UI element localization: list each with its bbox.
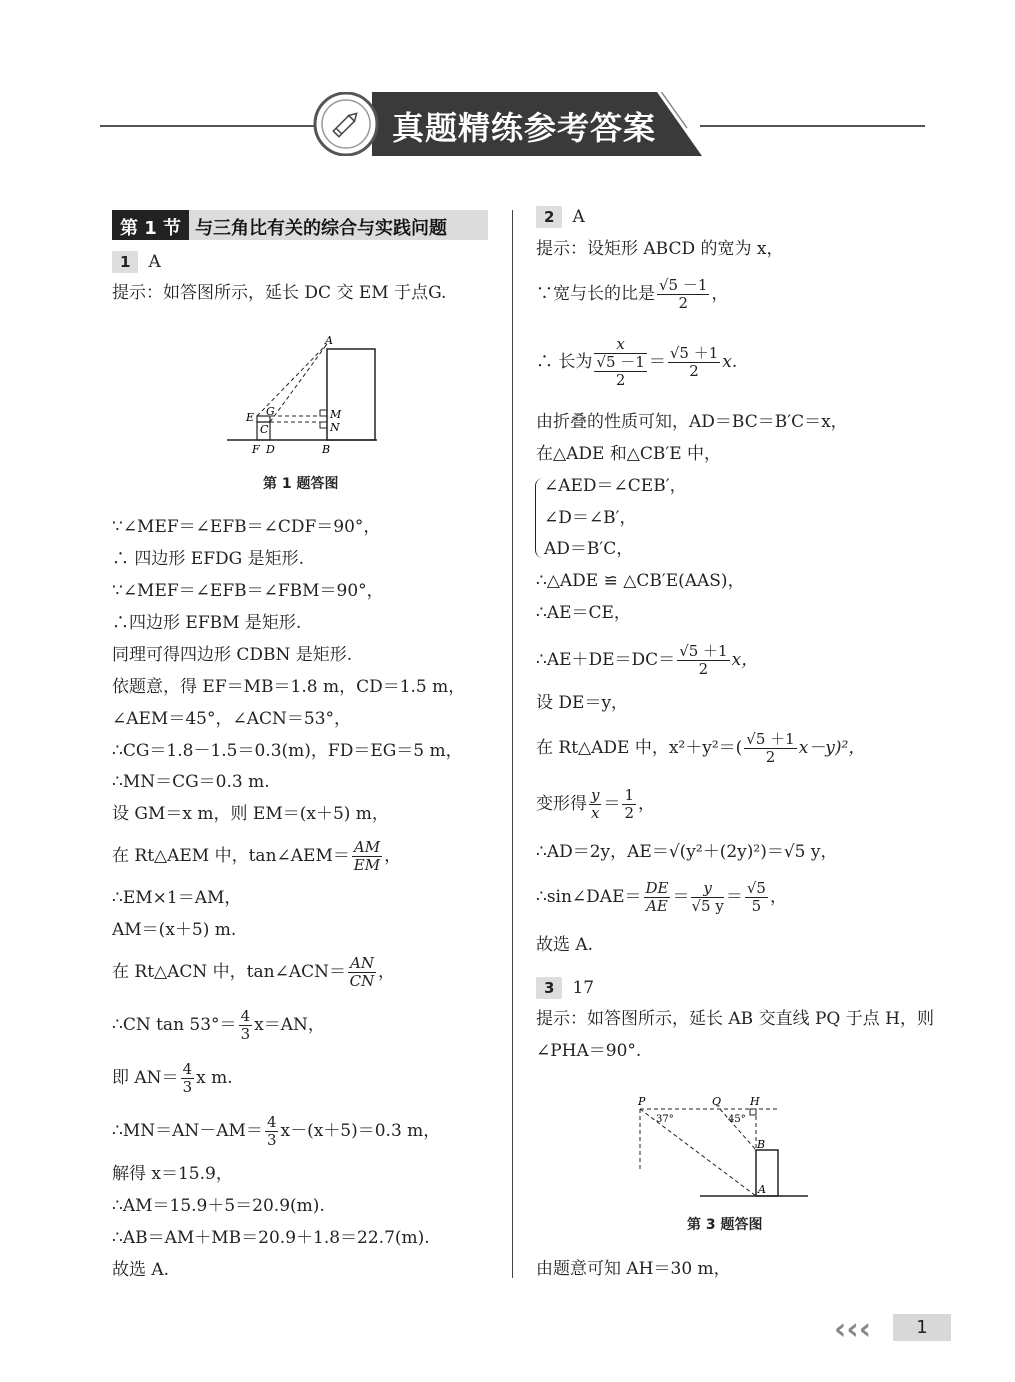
q3-fig-label-q: Q	[712, 1095, 722, 1108]
q1-answer: A	[148, 252, 161, 272]
q1-fig-label-m: M	[330, 408, 342, 421]
q2-answer: A	[572, 207, 585, 227]
q1-line-3: ∵∠MEF＝∠EFB＝∠FBM＝90°，	[112, 581, 384, 601]
q1-fig-label-f: F	[252, 443, 260, 456]
q2-line-6: ∴△ADE ≌ △CB′E(AAS)，	[536, 571, 745, 591]
q1-line-21: 故选 A.	[112, 1260, 170, 1280]
banner-rule-left	[100, 125, 315, 127]
q2-line-11: 变形得 $\frac{y}{x}$ ＝ $\frac{1}{2}$ ，	[536, 786, 656, 822]
q2-line-13: ∴sin∠DAE＝ $\frac{DE}{AE}$ ＝ $\frac{y}{√5 y}$ ＝ $\frac{√5}{5}$ ，	[536, 879, 787, 915]
column-divider	[512, 210, 513, 1278]
q1-line-19: ∴AM＝15.9＋5＝20.9(m).	[112, 1196, 325, 1216]
q1-line-7: ∠AEM＝45°，∠ACN＝53°，	[112, 709, 352, 729]
q3-number: 3	[536, 977, 562, 999]
q1-line-20: ∴AB＝AM＋MB＝20.9＋1.8＝22.7(m).	[112, 1228, 430, 1248]
q1-line-17: ∴MN＝AN－AM＝ $\frac{4}{3}$ x－(x＋5)＝0.3 m，	[112, 1113, 441, 1149]
q2-header	[536, 206, 585, 228]
q3-fig-label-p: P	[638, 1095, 646, 1108]
q1-fig-label-d: D	[266, 443, 275, 456]
q2-line-7: ∴AE＝CE，	[536, 603, 631, 623]
q2-number: 2	[536, 206, 562, 228]
q1-line-15: ∴CN tan 53°＝ $\frac{4}{3}$ x＝AN，	[112, 1007, 325, 1043]
q2-line-5: 在△ADE 和△CB′E 中，	[536, 444, 722, 464]
q1-line-5: 同理可得四边形 CDBN 是矩形.	[112, 645, 353, 665]
q3-fig-label-h: H	[750, 1095, 760, 1108]
q1-line-14: 在 Rt△ACN 中，tan∠ACN＝ $\frac{AN}{CN}$ ，	[112, 954, 395, 990]
q2-line-14: 故选 A.	[536, 935, 594, 955]
q1-line-2: ∴ 四边形 EFDG 是矩形.	[112, 549, 305, 569]
q1-figure-caption: 第 1 题答图	[263, 476, 339, 492]
q3-answer: 17	[572, 978, 595, 998]
q1-line-8: ∴CG＝1.8－1.5＝0.3(m)，FD＝EG＝5 m，	[112, 741, 463, 761]
q1-fig-label-b: B	[322, 443, 331, 456]
section-header	[112, 210, 488, 240]
q3-header	[536, 977, 594, 999]
page-number: 1	[893, 1314, 951, 1341]
q1-fig-label-e: E	[246, 411, 255, 424]
q3-fig-label-a: A	[758, 1183, 766, 1196]
q1-number: 1	[112, 251, 138, 273]
q1-fig-label-g: G	[266, 405, 275, 418]
q1-line-13: AM＝(x＋5) m.	[112, 920, 237, 940]
q3-figure	[632, 1092, 814, 1204]
section-number: 第 1 节	[112, 210, 189, 240]
q1-fig-label-a: A	[325, 334, 333, 347]
page-title: 真题精练参考答案	[392, 109, 657, 147]
q2-line-8: ∴AE＋DE＝DC＝ $\frac{√5 +1}{2}$ x，	[536, 642, 759, 678]
q1-line-10: 设 GM＝x m，则 EM＝(x＋5) m，	[112, 804, 389, 824]
q1-line-11: 在 Rt△AEM 中，tan∠AEM＝ $\frac{AM}{EM}$ ，	[112, 838, 402, 874]
banner-rule-right	[700, 125, 925, 127]
q3-figure-caption: 第 3 题答图	[687, 1217, 763, 1233]
q1-header	[112, 251, 161, 273]
q2-hint: 提示：设矩形 ABCD 的宽为 x，	[536, 239, 784, 259]
q1-fig-label-n: N	[330, 421, 340, 434]
q1-line-1: ∵∠MEF＝∠EFB＝∠CDF＝90°，	[112, 517, 381, 537]
q2-sys-3: AD＝B′C，	[544, 539, 634, 559]
q2-sys-1: ∠AED＝∠CEB′，	[544, 476, 687, 496]
q3-fig-label-b: B	[757, 1138, 766, 1151]
q3-fig-label-37: 37°	[656, 1114, 674, 1125]
q1-line-18: 解得 x＝15.9，	[112, 1164, 233, 1184]
q2-line-10: 在 Rt△ADE 中，x²＋y²＝( $\frac{√5 +1}{2}$ x－y)²，	[536, 730, 866, 766]
q3-hint-2: ∠PHA＝90°.	[536, 1041, 642, 1061]
q1-line-16: 即 AN＝ $\frac{4}{3}$ x m.	[112, 1060, 233, 1096]
q1-line-12: ∴EM×1＝AM，	[112, 888, 242, 908]
q2-sys-2: ∠D＝∠B′，	[544, 508, 637, 528]
q1-fig-label-c: C	[260, 423, 269, 436]
section-title: 与三角比有关的综合与实践问题	[189, 210, 488, 240]
q1-line-9: ∴MN＝CG＝0.3 m.	[112, 772, 270, 792]
q3-last-line: 由题意可知 AH＝30 m，	[536, 1259, 731, 1279]
system-brace	[535, 478, 544, 558]
q2-line-2: ∵宽与长的比是 $\frac{√5 -1}{2}$ ，	[536, 276, 729, 312]
chevron-left-icon: ‹‹‹	[834, 1312, 872, 1347]
q3-fig-label-45: 45°	[728, 1114, 746, 1125]
q1-line-6: 依题意，得 EF＝MB＝1.8 m，CD＝1.5 m，	[112, 677, 466, 697]
q1-line-4: ∴四边形 EFBM 是矩形.	[112, 613, 302, 633]
q2-line-3: ∴ 长为 x √5 －1 2 ＝ $\frac{√5 +1}{2}$ x.	[536, 335, 738, 389]
q2-line-4: 由折叠的性质可知，AD＝BC＝B′C＝x，	[536, 412, 848, 432]
q3-hint: 提示：如答图所示，延长 AB 交直线 PQ 于点 H，则	[536, 1009, 934, 1029]
q2-line-12: ∴AD＝2y，AE＝√(y²＋(2y)²)＝√5 y，	[536, 842, 838, 862]
q1-figure	[222, 332, 392, 457]
q2-line-9: 设 DE＝y，	[536, 693, 629, 713]
q1-hint: 提示：如答图所示，延长 DC 交 EM 于点G.	[112, 283, 447, 303]
